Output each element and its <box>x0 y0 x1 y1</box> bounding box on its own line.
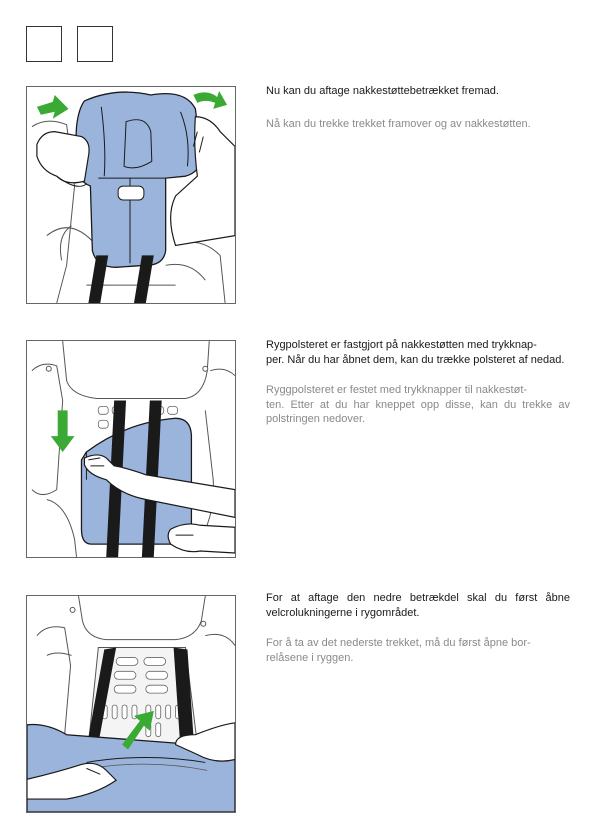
arrow-right-icon <box>37 95 69 119</box>
illustration-headrest-cover <box>26 86 236 304</box>
illustration-back-padding <box>26 340 236 558</box>
hand-right <box>168 524 235 553</box>
step-3-danish: For at aftage den nedre betrækdel skal du først åbne velcrolukningerne i rygområdet. <box>266 592 570 619</box>
harness-strap-left <box>88 255 108 303</box>
step-1-danish: Nu kan du aftage nakkestøttebetrækket fremad. <box>266 85 499 97</box>
step-1-norwegian: Nå kan du trekke trekket framover og av nakkestøtten. <box>266 117 531 130</box>
step-2-norwegian: Ryggpolsteret er festet med trykknapper til nakkestøt- ten. Etter at du har kneppet opp disse, kan du trekke av polstringen nedover. <box>266 384 570 425</box>
headrest-cover-drawing <box>27 87 235 303</box>
back-padding-drawing <box>27 341 235 557</box>
arrow-right-icon <box>193 91 227 109</box>
step-3-text <box>266 591 570 665</box>
arrow-down-icon <box>51 410 75 452</box>
language-box-1 <box>26 26 62 62</box>
velcro-opening-drawing <box>27 596 235 812</box>
step-2-danish: Rygpolsteret er fastgjort på nakkestøtten med trykknap- per. Når du har åbnet dem, kan du trække polsteret af nedad. <box>266 339 565 366</box>
language-box-2 <box>77 26 113 62</box>
hand-left <box>37 132 89 183</box>
illustration-velcro-opening <box>26 595 236 813</box>
step-1-text <box>266 84 570 131</box>
step-2-text <box>266 338 570 427</box>
step-3-norwegian: For å ta av det nederste trekket, må du først åpne bor- relåsene i ryggen. <box>266 637 531 664</box>
